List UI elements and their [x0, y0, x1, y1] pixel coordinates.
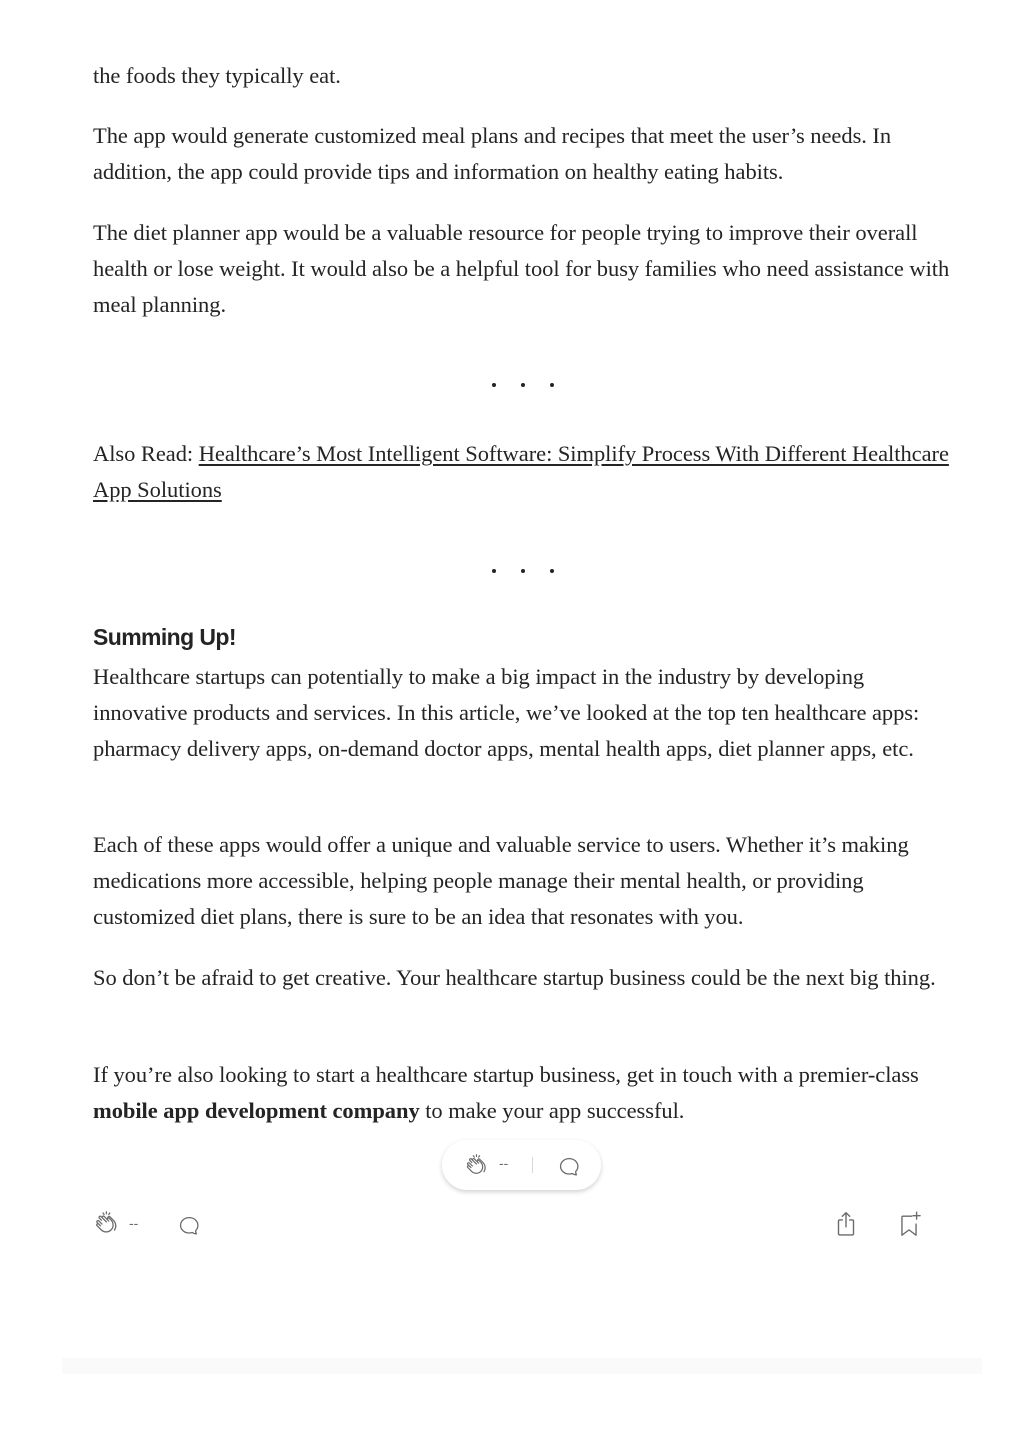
bottom-divider-strip: [62, 1358, 982, 1374]
share-icon[interactable]: [832, 1209, 860, 1244]
section-separator: [93, 560, 953, 580]
paragraph: The app would generate customized meal plans and recipes that meet the user’s needs. In addition, the app could provide tips and information on healthy eating habits.: [93, 123, 892, 184]
also-read-link[interactable]: Healthcare’s Most Intelligent Software: Simplify Process With Different Healthcare App Solutions: [93, 441, 949, 502]
paragraph-text: If you’re also looking to start a healthcare startup business, get in touch with a premier-class: [93, 1062, 919, 1087]
bookmark-add-icon[interactable]: [895, 1209, 923, 1244]
clap-count: --: [499, 1155, 509, 1171]
paragraph-text: to make your app successful.: [419, 1097, 685, 1123]
paragraph: Healthcare startups can potentially to make a big impact in the industry by developing innovative products and services. In this article, we’ve looked at the top ten healthcare apps: pharmacy delivery apps, on-demand doctor apps, mental health apps, diet planner apps, etc.: [93, 664, 920, 761]
article-footer-actions: [93, 1205, 928, 1245]
bold-phrase: mobile app development company: [93, 1097, 420, 1123]
response-icon[interactable]: [176, 1212, 202, 1243]
paragraph: So don’t be afraid to get creative. Your healthcare startup business could be the next big thing.: [93, 965, 936, 990]
also-read-label: Also Read:: [93, 441, 199, 466]
paragraph: Each of these apps would offer a unique and valuable service to users. Whether it’s making medications more accessible, helping people manage their mental health, or providing customized diet plans, there is sure to be an idea that resonates with you.: [93, 832, 909, 929]
paragraph: [93, 1057, 953, 1129]
divider: [532, 1157, 533, 1173]
paragraph: The diet planner app would be a valuable resource for people trying to improve their overall health or lose weight. It would also be a helpful tool for busy families who need assistance with meal planning.: [93, 220, 950, 317]
clap-icon[interactable]: [93, 1209, 121, 1242]
also-read-paragraph: [93, 436, 953, 508]
clap-icon[interactable]: [464, 1152, 490, 1183]
section-separator: [93, 374, 953, 394]
paragraph: the foods they typically eat.: [93, 63, 341, 88]
section-heading: Summing Up!: [93, 624, 236, 650]
response-icon[interactable]: [556, 1153, 582, 1184]
clap-count: --: [129, 1215, 139, 1231]
floating-action-bar: [442, 1140, 601, 1190]
